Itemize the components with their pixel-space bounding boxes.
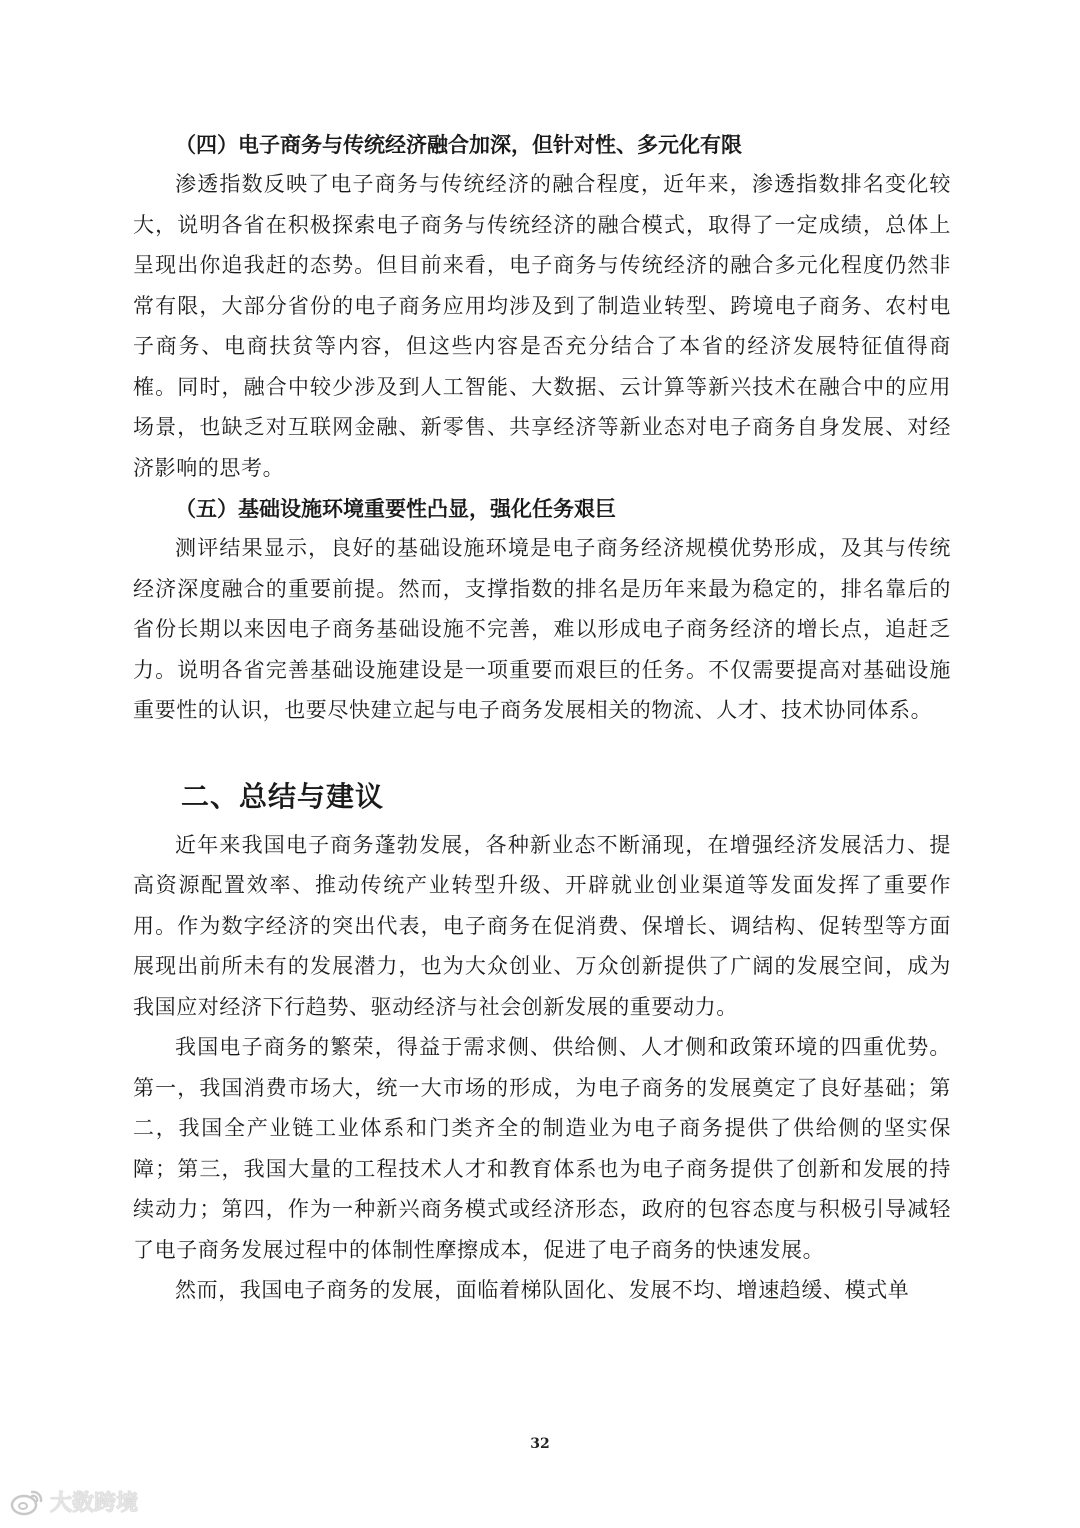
section-2-paragraph-2: 我国电子商务的繁荣，得益于需求侧、供给侧、人才侧和政策环境的四重优势。第一，我国消费市场大，统一大市场的形成，为电子商务的发展奠定了良好基础；第二，我国全产业链工业体系和门类齐全的制造业为电子商务提供了供给侧的坚实保障；第三，我国大量的工程技术人才和教育体系也为电子商务提供了创新和发展的持续动力；第四，作为一种新兴商务模式或经济形态，政府的包容态度与积极引导减轻了电子商务发展过程中的体制性摩擦成本，促进了电子商务的快速发展。 bbox=[133, 1035, 951, 1262]
weibo-logo-icon bbox=[10, 1488, 44, 1516]
section-2-paragraph-3: 然而，我国电子商务的发展，面临着梯队固化、发展不均、增速趋缓、模式单 bbox=[175, 1278, 910, 1302]
page-content bbox=[133, 126, 951, 1311]
watermark-text: 大数跨境 bbox=[50, 1491, 139, 1516]
subsection-4-paragraph: 渗透指数反映了电子商务与传统经济的融合程度，近年来，渗透指数排名变化较大，说明各省在积极探索电子商务与传统经济的融合模式，取得了一定成绩，总体上呈现出你追我赶的态势。但目前来看，电子商务与传统经济的融合多元化程度仍然非常有限，大部分省份的电子商务应用均涉及到了制造业转型、跨境电子商务、农村电子商务、电商扶贫等内容，但这些内容是否充分结合了本省的经济发展特征值得商榷。同时，融合中较少涉及到人工智能、大数据、云计算等新兴技术在融合中的应用场景，也缺乏对互联网金融、新零售、共享经济等新业态对电子商务自身发展、对经济影响的思考。 bbox=[133, 172, 951, 480]
section-2-heading: 二、总结与建议 bbox=[181, 779, 385, 813]
watermark bbox=[10, 1486, 138, 1517]
subsection-5-heading: （五）基础设施环境重要性凸显，强化任务艰巨 bbox=[175, 497, 616, 521]
page-number: 32 bbox=[530, 1436, 550, 1452]
subsection-5-paragraph: 测评结果显示，良好的基础设施环境是电子商务经济规模优势形成，及其与传统经济深度融合的重要前提。然而，支撑指数的排名是历年来最为稳定的，排名靠后的省份长期以来因电子商务基础设施不完善，难以形成电子商务经济的增长点，追赶乏力。说明各省完善基础设施建设是一项重要而艰巨的任务。不仅需要提高对基础设施重要性的认识，也要尽快建立起与电子商务发展相关的物流、人才、技术协同体系。 bbox=[133, 536, 951, 722]
section-2-paragraph-1: 近年来我国电子商务蓬勃发展，各种新业态不断涌现，在增强经济发展活力、提高资源配置效率、推动传统产业转型升级、开辟就业创业渠道等发面发挥了重要作用。作为数字经济的突出代表，电子商务在促消费、保增长、调结构、促转型等方面展现出前所未有的发展潜力，也为大众创业、万众创新提供了广阔的发展空间，成为我国应对经济下行趋势、驱动经济与社会创新发展的重要动力。 bbox=[133, 832, 951, 1019]
subsection-4-heading: （四）电子商务与传统经济融合加深，但针对性、多元化有限 bbox=[175, 133, 742, 157]
